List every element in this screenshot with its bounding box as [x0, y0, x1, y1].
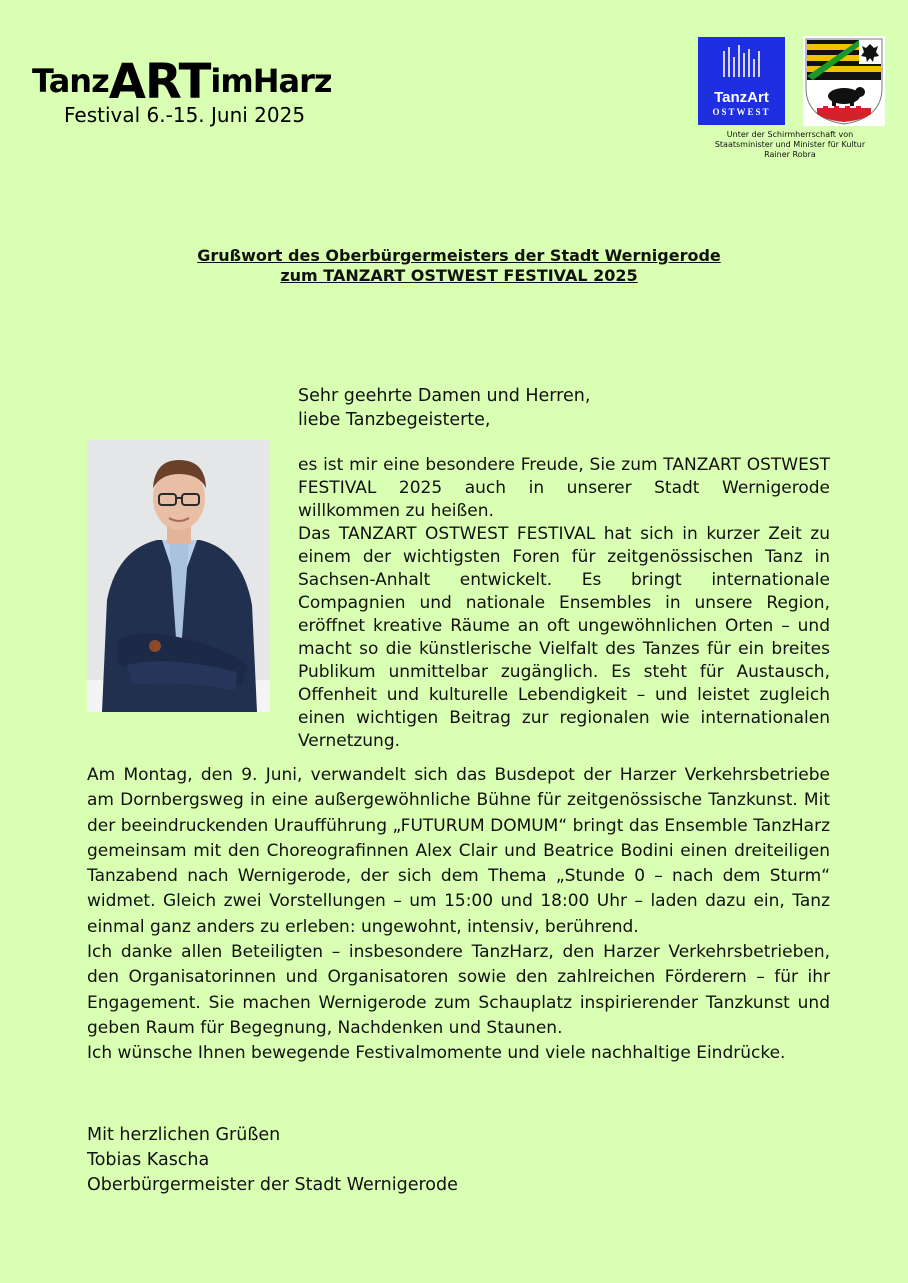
signer-name: Tobias Kascha — [87, 1150, 210, 1170]
sound-bars-icon — [722, 43, 762, 81]
salutation — [298, 384, 590, 432]
salutation-line-1: Sehr geehrte Damen und Herren, — [298, 386, 591, 406]
signer-role: Oberbürgermeister der Stadt Wernigerode — [87, 1175, 458, 1195]
tanzart-logo-line2: OSTWEST — [712, 107, 771, 117]
patron-line: Rainer Robra — [764, 150, 816, 159]
page-title — [120, 246, 798, 286]
portrait-photo — [87, 440, 270, 712]
logo-word-harz: Harz — [252, 62, 332, 100]
title-line-2: zum TANZART OSTWEST FESTIVAL 2025 — [280, 266, 638, 285]
mayor-portrait-image — [87, 440, 270, 712]
salutation-line-2: liebe Tanzbegeisterte, — [298, 410, 491, 430]
body-paragraph: Ich wünsche Ihnen bewegende Festivalmomente und viele nachhaltige Eindrücke. — [87, 1043, 786, 1064]
festival-logo — [32, 48, 332, 128]
patron-line: Unter der Schirmherrschaft von — [726, 130, 854, 139]
body-paragraph: Am Montag, den 9. Juni, verwandelt sich das Busdepot der Harzer Verkehrsbetriebe am Dornbergsweg in eine außergewöhnliche Bühne für zeitgenössische Tanzkunst. Mit der beeindruckenden Uraufführung „FUTURUM DOMUM“ bringt das Ensemble TanzHarz gemeinsam mit den Choreografinnen Alex Clair und Beatrice Bodini einen dreiteiligen Tanzabend nach Wernigerode, der sich dem Thema „Stunde 0 – nach dem Sturm“ widmet. Gleich zwei Vorstellungen – um 15:00 und 18:00 Uhr – laden dazu ein, Tanz einmal ganz anders zu erleben: ungewohnt, intensiv, berührend. — [87, 765, 830, 937]
patron-line: Staatsminister und Minister für Kultur — [714, 140, 866, 149]
festival-dates: Festival 6.-15. Juni 2025 — [64, 103, 306, 127]
festival-logo-wordmark — [32, 48, 332, 110]
logo-word-im: im — [210, 62, 253, 100]
tanzart-logo-line1: TanzArt — [714, 89, 769, 106]
closing-signature — [87, 1123, 458, 1198]
logo-word-art: ART — [108, 54, 211, 110]
coat-of-arms-icon — [803, 36, 885, 126]
intro-paragraph: es ist mir eine besondere Freude, Sie zum TANZART OSTWEST FESTIVAL 2025 auch in unserer Stadt Wernigerode willkommen zu heißen. — [298, 455, 830, 521]
patron-note — [690, 130, 890, 160]
closing-greeting: Mit herzlichen Grüßen — [87, 1125, 281, 1145]
body-text — [87, 763, 830, 1067]
intro-paragraph: Das TANZART OSTWEST FESTIVAL hat sich in kurzer Zeit zu einem der wichtigsten Foren für zeitgenössischen Tanz in Sachsen-Anhalt entwickelt. Es bringt internationale Compagnien und nationale Ensembles in unsere Region, eröffnet kreative Räume an oft ungewöhnlichen Orten – und macht so die künstlerische Vielfalt des Tanzes für ein breites Publikum unmittelbar zugänglich. Es steht für Austausch, Offenheit und kulturelle Lebendigkeit – und leistet zugleich einen wichtigen Beitrag zur regionalen wie internationalen Vernetzung. — [298, 524, 830, 751]
body-paragraph: Ich danke allen Beteiligten – insbesondere TanzHarz, den Harzer Verkehrsbetrieben, den Organisatorinnen und Organisatoren sowie den zahlreichen Förderern – für ihr Engagement. Sie machen Wernigerode zum Schauplatz inspirierender Tanzkunst und geben Raum für Begegnung, Nachdenken und Staunen. — [87, 942, 830, 1038]
logo-word-tanz: Tanz — [32, 62, 109, 100]
title-line-1: Grußwort des Oberbürgermeisters der Stadt Wernigerode — [197, 246, 721, 265]
tanzart-ostwest-logo — [698, 37, 785, 125]
intro-text — [298, 454, 830, 753]
